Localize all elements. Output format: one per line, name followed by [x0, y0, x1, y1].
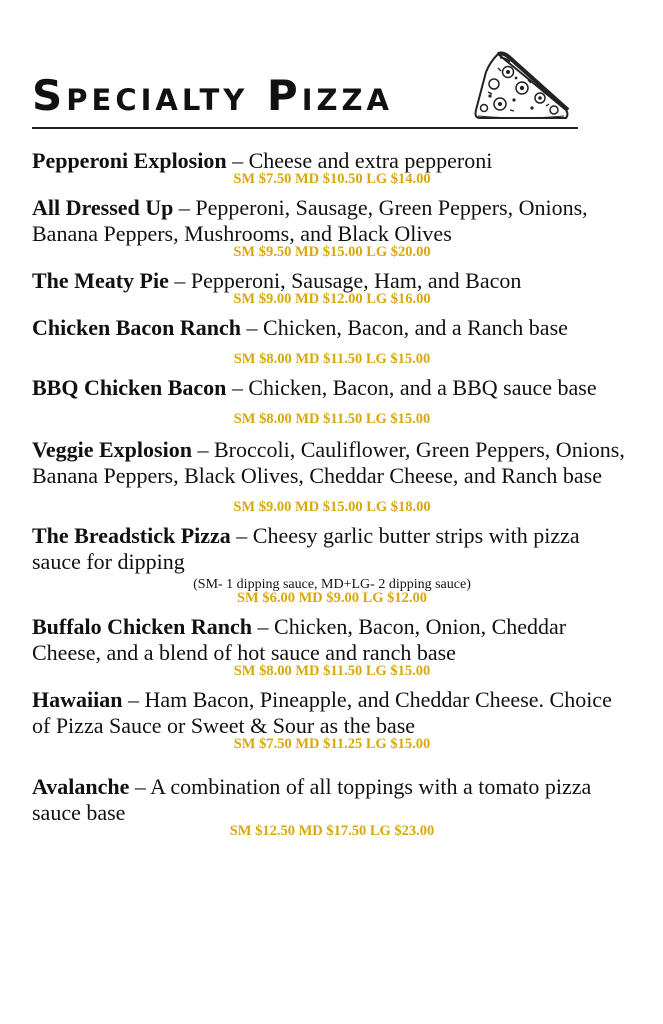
item-name: The Breadstick Pizza [32, 523, 231, 548]
item-price: SM $7.50 MD $11.25 LG $15.00 [233, 736, 431, 752]
separator: – [173, 195, 196, 220]
item-price: SM $8.00 MD $11.50 LG $15.00 [233, 411, 431, 427]
item-description [32, 375, 632, 401]
item-note: (SM- 1 dipping sauce, MD+LG- 2 dipping sauce) [193, 577, 471, 592]
item-description [32, 195, 632, 247]
menu-item [32, 437, 632, 515]
separator: – [129, 774, 151, 799]
item-price: SM $7.50 MD $10.50 LG $14.00 [233, 171, 431, 187]
separator: – [252, 614, 275, 639]
separator: – [226, 375, 249, 400]
item-ingredients: Broccoli, Cauliflower, Green Peppers, Onions, Banana Peppers, Black Olives, Cheddar Cheese, and Ranch base [32, 437, 625, 488]
item-description [32, 437, 632, 489]
separator: – [191, 437, 214, 462]
menu-item [32, 315, 632, 367]
menu-item [32, 523, 632, 606]
page-title: Specialty Pizza [32, 71, 393, 120]
separator: – [168, 268, 191, 293]
item-description [32, 315, 632, 341]
separator: – [122, 687, 145, 712]
menu-item [32, 148, 632, 187]
item-ingredients: Ham Bacon, Pineapple, and Cheddar Cheese. Choice of Pizza Sauce or Sweet & Sour as the base [32, 687, 612, 738]
item-name: Chicken Bacon Ranch [32, 315, 242, 340]
menu-item [32, 614, 632, 679]
item-price: SM $8.00 MD $11.50 LG $15.00 [233, 351, 431, 367]
item-name: Pepperoni Explosion [32, 148, 227, 173]
item-ingredients: Pepperoni, Sausage, Ham, and Bacon [190, 268, 522, 293]
item-ingredients: Cheesy garlic butter strips with pizza sauce for dipping [32, 523, 580, 574]
item-price: SM $12.50 MD $17.50 LG $23.00 [229, 823, 435, 839]
item-price: SM $6.00 MD $9.00 LG $12.00 [236, 590, 428, 606]
item-ingredients: Chicken, Bacon, and a Ranch base [263, 315, 568, 340]
menu-item [32, 268, 632, 307]
item-price: SM $9.00 MD $15.00 LG $18.00 [233, 499, 431, 515]
pizza-slice-icon [470, 48, 570, 128]
item-ingredients: Cheese and extra pepperoni [248, 148, 493, 173]
item-description [32, 687, 632, 739]
separator: – [230, 523, 253, 548]
menu-item [32, 774, 632, 839]
item-price: SM $9.00 MD $12.00 LG $16.00 [233, 291, 431, 307]
item-ingredients: Chicken, Bacon, and a BBQ sauce base [248, 375, 597, 400]
item-name: The Meaty Pie [32, 268, 169, 293]
item-name: Buffalo Chicken Ranch [32, 614, 253, 639]
menu-list [32, 148, 632, 839]
item-ingredients: Pepperoni, Sausage, Green Peppers, Onions, Banana Peppers, Mushrooms, and Black Olives [32, 195, 588, 246]
item-name: Avalanche [32, 774, 130, 799]
item-name: Veggie Explosion [32, 437, 192, 462]
item-price: SM $9.50 MD $15.00 LG $20.00 [233, 244, 431, 260]
menu-item [32, 195, 632, 260]
item-price: SM $8.00 MD $11.50 LG $15.00 [233, 663, 431, 679]
item-name: BBQ Chicken Bacon [32, 375, 227, 400]
item-description [32, 614, 632, 666]
item-ingredients: A combination of all toppings with a tomato pizza sauce base [32, 774, 592, 825]
menu-item [32, 687, 632, 752]
item-description [32, 523, 632, 575]
item-name: All Dressed Up [32, 195, 174, 220]
item-ingredients: Chicken, Bacon, Onion, Cheddar Cheese, and a blend of hot sauce and ranch base [32, 614, 567, 665]
separator: – [241, 315, 264, 340]
item-description [32, 774, 632, 826]
menu-item [32, 375, 632, 427]
item-name: Hawaiian [32, 687, 123, 712]
separator: – [226, 148, 249, 173]
title-divider [32, 127, 578, 129]
